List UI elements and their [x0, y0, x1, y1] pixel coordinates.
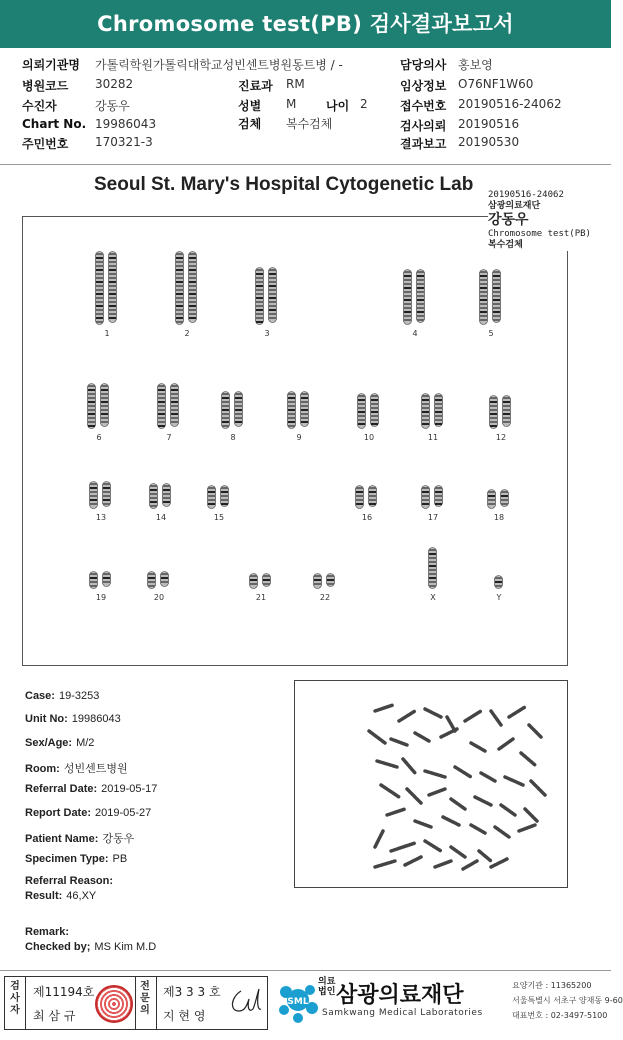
sml-logo — [272, 976, 324, 1028]
institution-label: 의뢰기관명 — [22, 58, 80, 72]
sticker-specimen: 복수검체 — [488, 240, 523, 250]
chromosome-label: Y — [496, 593, 502, 602]
chromosome-label: 4 — [412, 329, 418, 338]
specimen-value: 복수검체 — [286, 117, 333, 131]
metaphase-chromosome — [505, 777, 523, 785]
chromosome-pair — [355, 485, 377, 509]
metaphase-chromosome — [369, 731, 385, 743]
chromosome-pair — [421, 393, 443, 429]
case-field-value: M/2 — [76, 737, 95, 749]
chromosome-pair — [403, 269, 425, 325]
receipt-value: 20190516-24062 — [458, 97, 562, 111]
metaphase-chromosome — [463, 861, 477, 869]
metaphase-chromosome — [425, 771, 445, 777]
metaphase-chromosome — [491, 859, 507, 867]
chart-no-label: Chart No. — [22, 117, 87, 131]
metaphase-chromosome — [377, 761, 397, 767]
report-date-value: 20190530 — [458, 135, 520, 149]
specimen-sticker — [488, 190, 606, 251]
case-field-label: Referral Reason: — [25, 875, 114, 887]
chromosome-pair — [489, 395, 511, 429]
case-field — [25, 807, 151, 819]
case-field-label: Specimen Type: — [25, 853, 109, 865]
divider-bottom — [0, 970, 611, 971]
examiner-license: 제11194호 — [33, 985, 95, 999]
chromosome-label: 8 — [230, 433, 236, 442]
doctor-value: 홍보영 — [458, 58, 493, 72]
metaphase-chromosome — [471, 825, 485, 833]
case-field-value: 19-3253 — [58, 690, 100, 702]
chromosome-label: 6 — [96, 433, 102, 442]
case-field-value: 2019-05-17 — [101, 783, 158, 795]
chromosome-pair — [357, 393, 379, 429]
chromosome-pair — [157, 383, 179, 429]
chromosome-label: 9 — [296, 433, 302, 442]
resident-no-label: 주민번호 — [22, 137, 69, 151]
case-field-label: Referral Date: — [25, 783, 98, 795]
chromosome-pair — [149, 483, 171, 509]
chromosome-pair — [89, 571, 111, 589]
institution-value: 가톨릭학원가톨릭대학교성빈센트병원 — [95, 58, 293, 72]
case-field-label: Result: — [25, 890, 63, 902]
metaphase-chromosome — [375, 705, 393, 711]
chromosome-label: 14 — [155, 513, 167, 522]
metaphase-chromosome — [405, 857, 421, 865]
metaphase-spread — [295, 681, 567, 887]
case-field-value: 46,XY — [66, 890, 97, 902]
patient-value: 강동우 — [95, 99, 130, 113]
specialist-signature — [227, 985, 263, 1019]
metaphase-chromosome — [415, 821, 431, 827]
case-field — [25, 760, 128, 776]
specialist-name: 지 현 영 — [163, 1009, 206, 1023]
metaphase-chromosome — [415, 733, 429, 741]
metaphase-chromosome — [451, 847, 465, 857]
org-name: 삼광의료재단 — [336, 983, 464, 1008]
contact-line: 서울특별시 서초구 양재동 9-60 — [512, 996, 623, 1005]
sex-value: M — [286, 97, 297, 111]
metaphase-chromosome — [479, 851, 491, 861]
chart-no-value: 19986043 — [95, 117, 157, 131]
metaphase-chromosome — [451, 799, 465, 809]
chromosome-pair — [207, 485, 229, 509]
chromosome-pair — [494, 575, 503, 589]
case-field — [25, 783, 157, 795]
case-field — [25, 690, 99, 702]
metaphase-chromosome — [407, 789, 421, 803]
case-field-label: Unit No: — [25, 713, 68, 725]
case-field-label: Sex/Age: — [25, 737, 73, 749]
metaphase-chromosome — [521, 753, 535, 765]
metaphase-chromosome — [499, 739, 513, 749]
signature-box — [4, 976, 268, 1030]
examiner-name: 최 삼 규 — [33, 1009, 76, 1023]
chromosome-label: 7 — [166, 433, 172, 442]
metaphase-chromosome — [425, 841, 441, 851]
case-field-value: MS Kim M.D — [94, 941, 157, 953]
case-field-label: Patient Name: — [25, 833, 99, 845]
contact-line: 요양기관 : 11365200 — [512, 981, 592, 990]
chromosome-pair — [95, 251, 117, 325]
karyotype-report — [0, 168, 611, 968]
metaphase-chromosome — [387, 809, 405, 815]
metaphase-chromosome — [519, 825, 535, 831]
chromosome-pair — [313, 573, 335, 589]
chromosome-label: 15 — [213, 513, 225, 522]
case-field-value: 성빈센트병원 — [63, 763, 128, 775]
sticker-receipt: 20190516-24062 — [488, 190, 564, 200]
metaphase-chromosome — [375, 861, 395, 867]
request-date-label: 검사의뢰 — [400, 119, 447, 133]
department-label: 진료과 — [238, 79, 273, 93]
metaphase-chromosome — [403, 759, 415, 773]
chromosome-pair — [147, 571, 169, 589]
case-field — [25, 941, 156, 953]
examiner-vertical-label: 검사자 — [10, 981, 20, 1016]
chromosome-label: 22 — [319, 593, 331, 602]
metaphase-chromosome — [443, 817, 459, 825]
receipt-label: 접수번호 — [400, 99, 447, 113]
case-field-label: Checked by; — [25, 941, 91, 953]
chromosome-pair — [421, 485, 443, 509]
metaphase-chromosome — [531, 781, 545, 795]
metaphase-chromosome — [465, 711, 481, 721]
chromosome-label: 16 — [361, 513, 373, 522]
chromosome-label: 3 — [264, 329, 270, 338]
specialist-license: 제3 3 3 호 — [163, 985, 221, 999]
age-label: 나이 — [326, 99, 350, 113]
metaphase-chromosome — [375, 831, 383, 847]
chromosome-pair — [249, 573, 271, 589]
clinical-info-value: O76NF1W60 — [458, 77, 534, 91]
chromosome-pair — [87, 383, 109, 429]
metaphase-image — [294, 680, 568, 888]
chromosome-pair — [428, 547, 437, 589]
chromosome-label: 12 — [495, 433, 507, 442]
request-date-value: 20190516 — [458, 117, 520, 131]
chromosome-pair — [487, 489, 509, 509]
chromosome-label: 11 — [427, 433, 439, 442]
chromosome-label: 19 — [95, 593, 107, 602]
metaphase-chromosome — [471, 743, 485, 751]
case-field-value: 2019-05-27 — [95, 807, 152, 819]
metaphase-chromosome — [429, 789, 445, 795]
case-field — [25, 926, 73, 938]
ward-value: 동트병 / - — [292, 58, 343, 72]
metaphase-chromosome — [509, 707, 525, 717]
metaphase-chromosome — [425, 709, 441, 717]
resident-no-value: 170321-3 — [95, 135, 153, 149]
metaphase-chromosome — [475, 797, 491, 805]
case-field — [25, 853, 127, 865]
metaphase-chromosome — [435, 861, 451, 867]
metaphase-chromosome — [391, 739, 407, 745]
sticker-patient: 강동우 — [488, 212, 529, 228]
report-date-label: 결과보고 — [400, 137, 447, 151]
org-english: Samkwang Medical Laboratories — [322, 1008, 483, 1018]
chromosome-label: 5 — [488, 329, 494, 338]
case-field — [25, 890, 96, 902]
chromosome-pair — [479, 269, 501, 325]
case-field — [25, 713, 121, 725]
chromosome-label: 13 — [95, 513, 107, 522]
patient-label: 수진자 — [22, 99, 57, 113]
metaphase-chromosome — [391, 843, 415, 851]
patient-info-panel — [0, 52, 611, 162]
sticker-test: Chromosome test(PB) — [488, 229, 591, 239]
case-field-label: Report Date: — [25, 807, 92, 819]
chromosome-label: 18 — [493, 513, 505, 522]
case-field-value: 19986043 — [71, 713, 121, 725]
chromosome-pair — [287, 391, 309, 429]
report-title: Chromosome test(PB) 검사결과보고서 — [0, 0, 611, 48]
metaphase-chromosome — [501, 805, 515, 815]
chromosome-label: 1 — [104, 329, 110, 338]
examiner-seal — [95, 985, 133, 1023]
metaphase-chromosome — [491, 711, 501, 725]
chromosome-label: 21 — [255, 593, 267, 602]
contact-line: 대표번호 : 02-3497-5100 — [512, 1011, 608, 1020]
metaphase-chromosome — [441, 729, 457, 737]
case-field-label: Case: — [25, 690, 55, 702]
metaphase-chromosome — [455, 767, 471, 777]
footer — [0, 974, 623, 1040]
chromosome-pair — [255, 267, 277, 325]
case-field-label: Room: — [25, 763, 60, 775]
department-value: RM — [286, 77, 305, 91]
chromosome-pair — [89, 481, 111, 509]
specialist-vertical-label: 전문의 — [140, 981, 150, 1016]
metaphase-chromosome — [525, 809, 537, 821]
age-value: 2 — [360, 97, 368, 111]
clinical-info-label: 임상정보 — [400, 79, 447, 93]
chromosome-label: X — [430, 593, 436, 602]
contact-info — [512, 978, 623, 1023]
case-field — [25, 737, 94, 749]
sex-label: 성별 — [238, 99, 262, 113]
hospital-code-value: 30282 — [95, 77, 134, 91]
metaphase-chromosome — [399, 711, 415, 721]
metaphase-chromosome — [529, 725, 541, 737]
chromosome-label: 10 — [363, 433, 375, 442]
sticker-org: 삼광의료재단 — [488, 201, 541, 211]
karyogram-panel — [22, 216, 568, 666]
chromosome-label: 2 — [184, 329, 190, 338]
chromosome-label: 20 — [153, 593, 165, 602]
metaphase-chromosome — [381, 785, 399, 797]
lab-title: Seoul St. Mary's Hospital Cytogenetic Lab — [94, 174, 474, 195]
chromosome-pair — [175, 251, 197, 325]
case-field — [25, 875, 117, 887]
specimen-label: 검체 — [238, 117, 262, 131]
divider-top — [0, 164, 611, 165]
metaphase-chromosome — [495, 827, 509, 837]
case-field-value: 강동우 — [102, 833, 135, 845]
case-field-value: PB — [112, 853, 128, 865]
chromosome-label: 17 — [427, 513, 439, 522]
org-prefix: 의료법인 — [318, 977, 336, 997]
metaphase-chromosome — [481, 773, 495, 781]
case-field-label: Remark: — [25, 926, 70, 938]
doctor-label: 담당의사 — [400, 58, 447, 72]
hospital-code-label: 병원코드 — [22, 79, 69, 93]
sml-logo-text: SML — [287, 997, 309, 1007]
case-field — [25, 830, 134, 846]
chromosome-pair — [221, 391, 243, 429]
